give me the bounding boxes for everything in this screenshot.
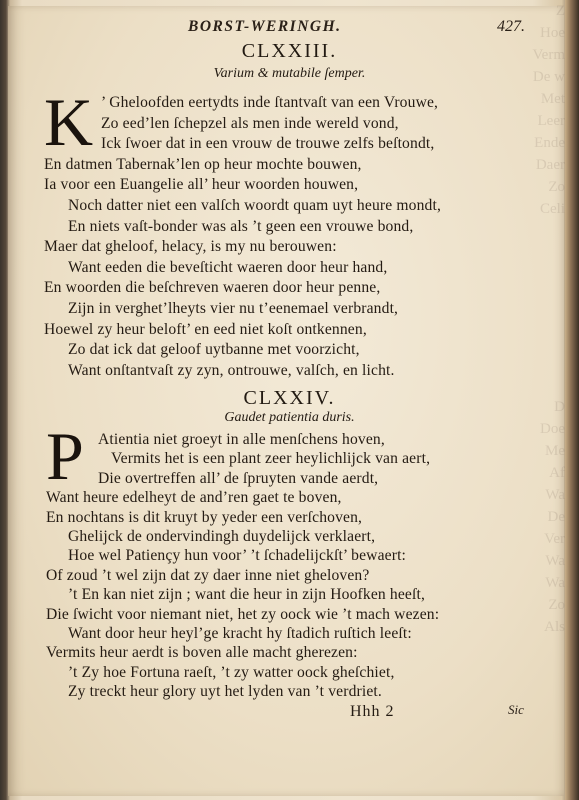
verse-line: ’ Gheloofden eertydts inde ſtantvaſt van een Vrouwe, [101, 94, 439, 111]
verse-line: En nochtans is dit kruyt by yeder een verſchoven, [46, 508, 363, 526]
poem-number: CLXXIV. [243, 387, 336, 409]
verse-line: Die ſwicht voor niemant niet, het zy oock wie ’t mach wezen: [46, 605, 440, 623]
verse-line: ’t En kan niet zijn ; want die heur in zijn Hoofken heeſt, [68, 586, 426, 604]
verse-line: Zo dat ick dat geloof uytbanne met voorzicht, [68, 341, 360, 359]
verse-line: Hoewel zy heur beloft’ en eed niet koſt ontkennen, [44, 320, 367, 338]
verse-line: Want eeden die beveſticht waeren door heur hand, [68, 258, 388, 276]
verse-line: Noch datter niet een valſch woordt quam uyt heure mondt, [68, 197, 442, 214]
catchword: Sic [508, 702, 524, 717]
verse-line: Zy treckt heur glory uyt het lyden van ’t verdriet. [68, 683, 382, 701]
verse-line: Zijn in verghet’lheyts vier nu t’eenemael verbrandt, [68, 300, 399, 317]
verse-line: Atientia niet groeyt in alle menſchens hoven, [98, 431, 385, 448]
poem-motto: Varium & mutabile ſemper. [213, 66, 366, 81]
drop-cap: K [44, 84, 94, 160]
verse-line: Vermits het is een plant zeer heylichlijck van aert, [111, 450, 431, 468]
verse-line: ’t Zy hoe Fortuna raeſt, ’t zy watter oock gheſchiet, [68, 663, 395, 681]
verse-line: Vermits heur aerdt is boven alle macht gherezen: [46, 644, 358, 662]
verse-line: Want door heur heyl’ge kracht hy ſtadich ruſtich leeſt: [68, 625, 412, 642]
poem-motto: Gaudet patientia duris. [224, 410, 355, 425]
verse-line: En datmen Tabernak’len op heur mochte bouwen, [44, 155, 362, 173]
verse-line: Want onſtantvaſt zy zyn, ontrouwe, valſch, en licht. [68, 361, 395, 379]
running-title: BORST-WERINGH. [188, 18, 342, 35]
verse-line: Ghelijck de ondervindingh duydelijck verklaert, [68, 528, 376, 545]
verse-line: Maer dat gheloof, helacy, is my nu berouwen: [44, 238, 337, 256]
verse-line: Ia voor een Euangelie all’ heur woorden houwen, [44, 176, 359, 194]
verse-line: En woorden die beſchreven waeren door heur penne, [44, 279, 381, 297]
verse-line: Of zoud ’t wel zijn dat zy daer inne niet gheloven? [46, 566, 370, 584]
verse-line: Ick ſwoer dat in een vrouw de trouwe zelfs beſtondt, [101, 135, 435, 153]
drop-cap: P [46, 418, 84, 494]
page-number: 427. [497, 18, 525, 35]
verse-line: Hoe wel Patiençy hun voor’ ’t ſchadelijckſt’ bewaert: [68, 547, 407, 565]
bleed-through-texture: Z Hoe Verm De w Met Leer Ende Daer Zo Celi D Doe Me Af Wa De Ver Wa Wa Zo Als [532, 3, 565, 635]
verse-line: Die overtreffen all’ de ſpruyten vande aerdt, [98, 469, 379, 487]
verse-line: En niets vaſt-bonder was als ’t geen een vrouwe bond, [68, 217, 414, 235]
signature-mark: Hhh 2 [350, 703, 395, 720]
verse-line: Zo eed’len ſchepzel als men inde wereld vond, [101, 114, 399, 132]
verse-line: Want heure edelheyt de and’ren gaet te boven, [46, 489, 342, 507]
poem-number: CLXXIII. [241, 40, 338, 62]
